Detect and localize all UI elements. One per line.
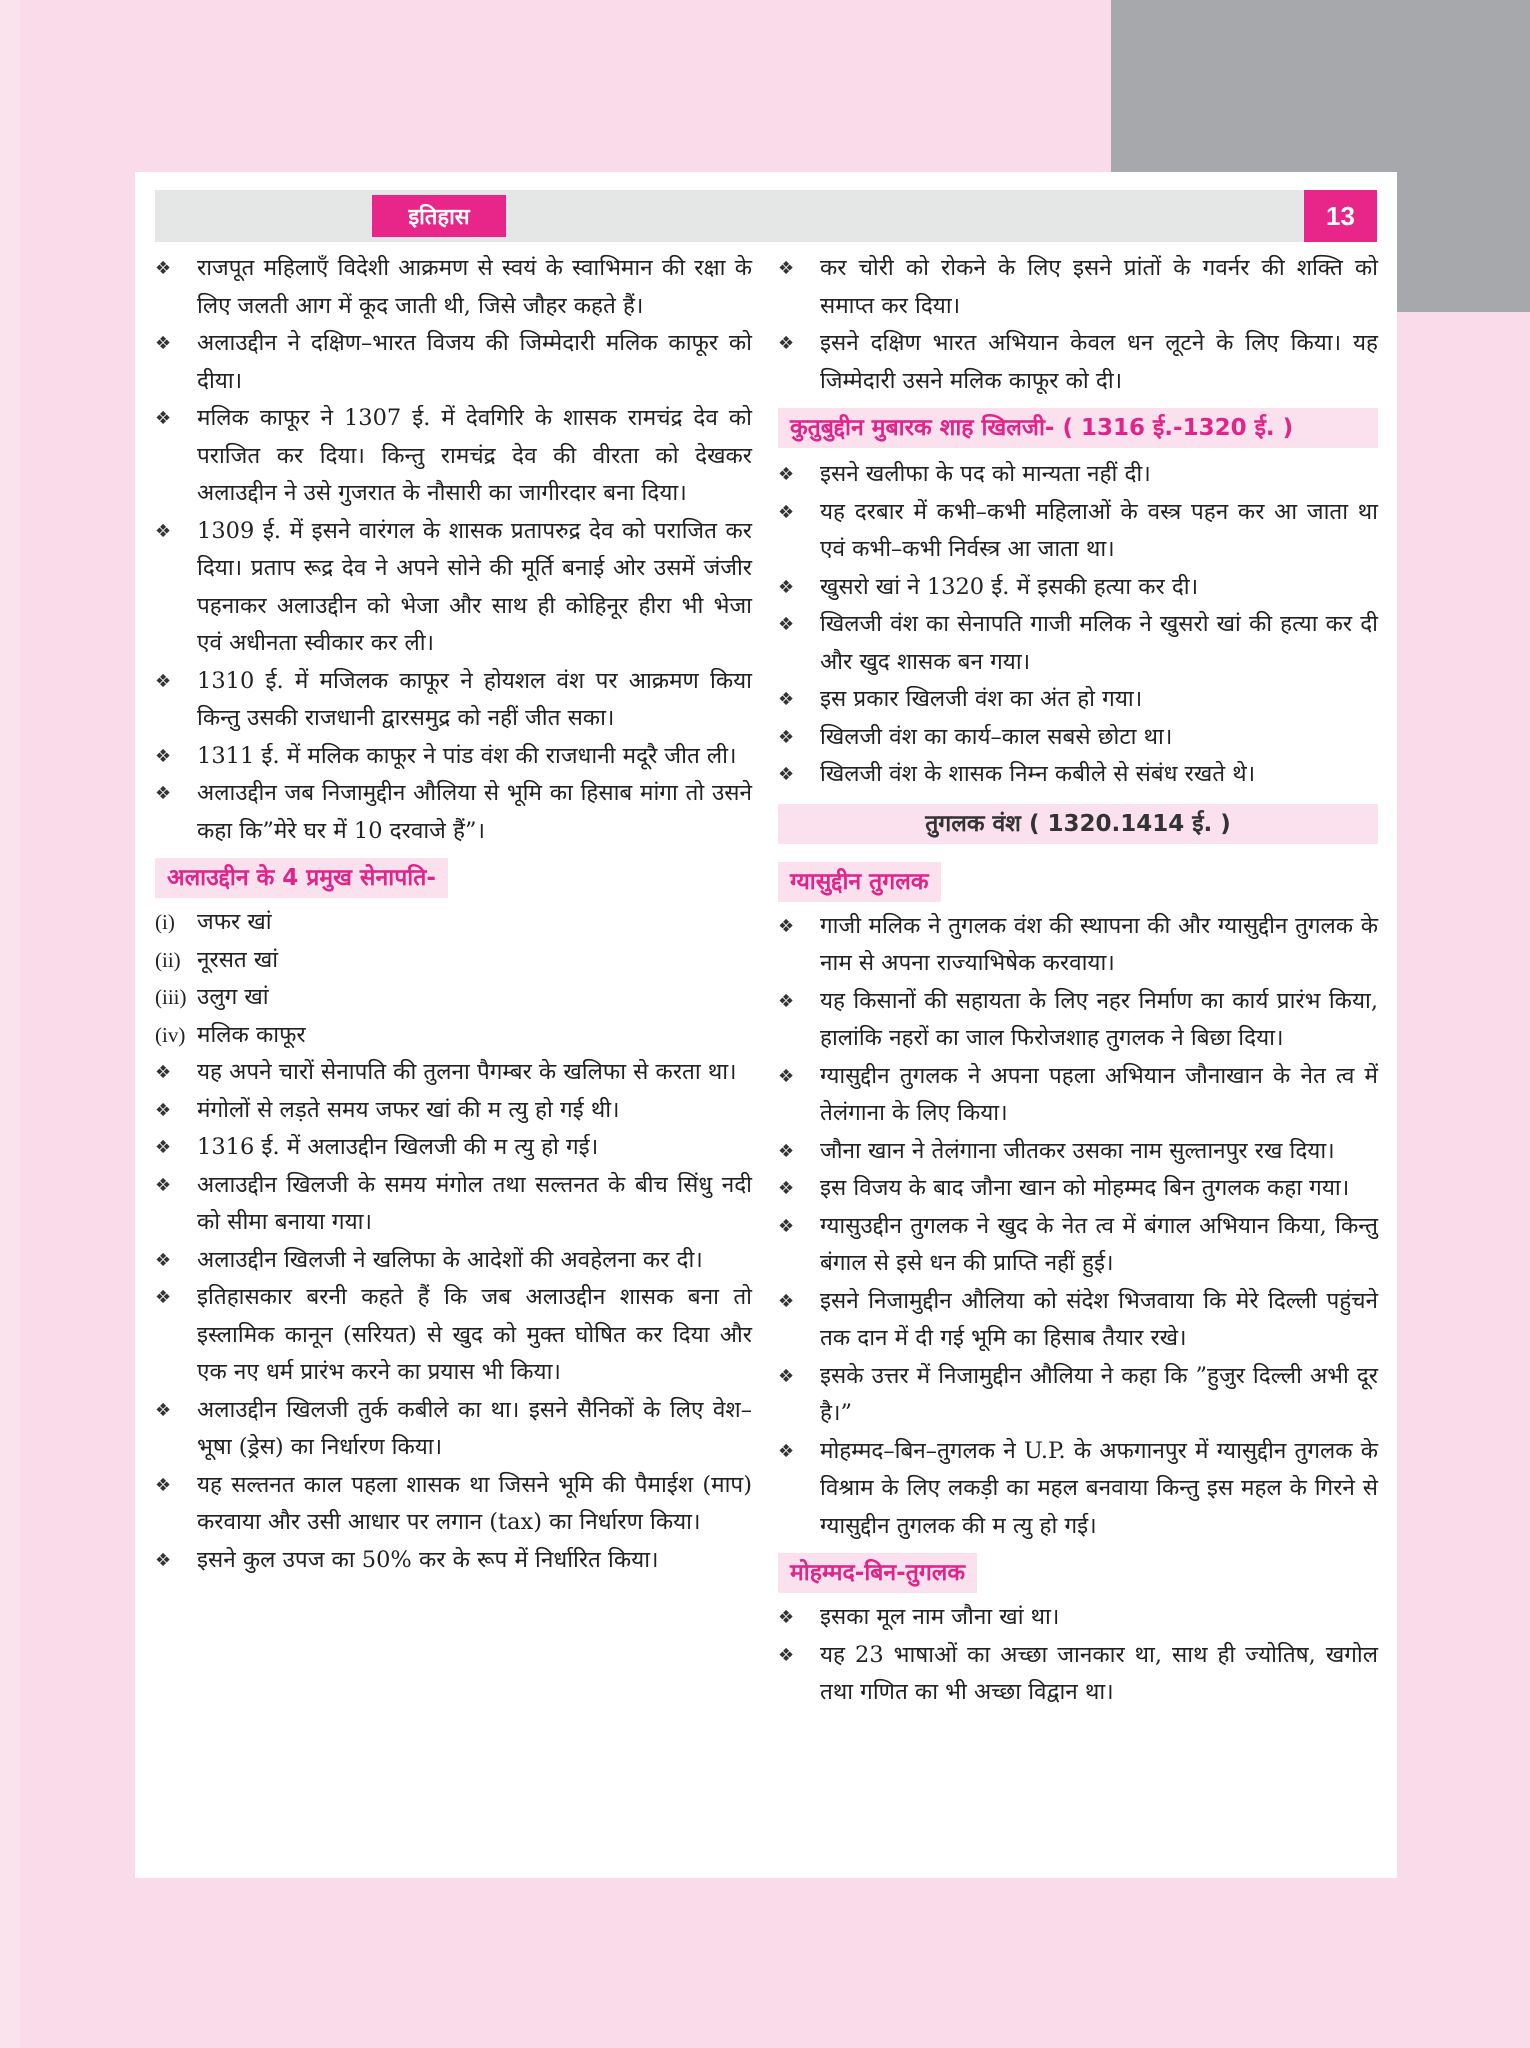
list-item — [155, 1129, 752, 1167]
list-item — [778, 1208, 1378, 1283]
list-item — [155, 1392, 752, 1467]
bullet-icon: ❖ — [778, 764, 795, 785]
bullet-icon: ❖ — [778, 464, 795, 485]
section-heading-ghiyasuddin: ग्यासुद्दीन तुगलक — [778, 862, 941, 902]
list-item — [155, 663, 752, 738]
list-item — [778, 250, 1378, 325]
list-item — [778, 1170, 1378, 1208]
bullet-icon: ❖ — [778, 915, 795, 937]
bullet-icon: ❖ — [778, 576, 795, 598]
bullet-icon: ❖ — [778, 990, 795, 1012]
list-item-text: खिलजी वंश के शासक निम्न कबीले से संबंध रखते थे। — [820, 761, 1256, 787]
list-item-text: ग्यासुउद्दीन तुगलक ने खुद के नेत त्व में बंगाल अभियान किया, किन्तु बंगाल से इसे धन की प्राप्ति नहीं हुई। — [820, 1212, 1378, 1276]
list-item-text: जौना खान ने तेलंगाना जीतकर उसका नाम सुल्तानपुर रख दिया। — [820, 1137, 1335, 1164]
numbered-item — [155, 942, 752, 980]
bullet-icon: ❖ — [155, 520, 172, 542]
bullet-icon: ❖ — [155, 1137, 172, 1158]
numbered-item — [155, 904, 752, 942]
bullet-icon: ❖ — [155, 1099, 172, 1121]
list-item-text: यह किसानों की सहायता के लिए नहर निर्माण का कार्य प्रारंभ किया, हालांकि नहरों का जाल फिरोजशाह तुगलक ने बिछा दिया। — [820, 987, 1378, 1051]
list-item-text: इसका मूल नाम जौना खां था। — [820, 1604, 1060, 1630]
list-item-text: 1309 ई. में इसने वारंगल के शासक प्रतापरुद्र देव को पराजित कर दिया। प्रताप रूद्र देव ने अपने सोने की मूर्ति बनाई ओर उसमें जंजीर पहनाकर अलाउद्दीन को भेजा और साथ ही कोहिनूर हीरा भी भेजा एवं अधीनता स्वीकार कर ली। — [197, 517, 752, 656]
bullet-icon: ❖ — [155, 333, 172, 354]
bullet-icon: ❖ — [155, 408, 172, 429]
list-item-text: खुसरो खां ने 1320 ई. में इसकी हत्या कर दी। — [820, 573, 1199, 600]
list-item-text: इसके उत्तर में निजामुद्दीन औलिया ने कहा कि ”हुजुर दिल्ली अभी दूर है।” — [820, 1362, 1378, 1426]
list-item-text: 1311 ई. में मलिक काफूर ने पांड वंश की राजधानी मदूरै जीत ली। — [197, 742, 737, 769]
bullet-icon: ❖ — [778, 1644, 795, 1666]
list-item-text: राजपूत महिलाएँ विदेशी आक्रमण से स्वयं के स्वाभिमान की रक्षा के लिए जलती आग में कूद जाती थी, जिसे जौहर कहते हैं। — [197, 255, 752, 319]
left-column — [155, 250, 752, 1579]
list-item — [778, 569, 1378, 607]
section-heading-generals: अलाउद्दीन के 4 प्रमुख सेनापति- — [155, 858, 448, 898]
bullet-icon: ❖ — [778, 258, 795, 279]
list-item — [155, 400, 752, 513]
bullet-icon: ❖ — [778, 1215, 795, 1237]
list-item-text: खिलजी वंश का कार्य–काल सबसे छोटा था। — [820, 723, 1173, 750]
bullet-icon: ❖ — [155, 258, 172, 279]
bullet-icon: ❖ — [778, 726, 795, 748]
list-item — [155, 1092, 752, 1130]
list-item — [778, 325, 1378, 400]
bullet-icon: ❖ — [778, 1607, 795, 1628]
list-item — [778, 1637, 1378, 1712]
item-text: उलुग खां — [197, 984, 269, 1010]
bullet-list — [778, 1599, 1378, 1712]
item-text: नूरसत खां — [197, 946, 279, 973]
list-item-text: अलाउद्दीन खिलजी के समय मंगोल तथा सल्तनत के बीच सिंधु नदी को सीमा बनाया गया। — [197, 1171, 752, 1235]
list-item — [155, 738, 752, 776]
list-item-text: इतिहासकार बरनी कहते हैं कि जब अलाउद्दीन शासक बना तो इस्लामिक कानून (सरियत) से खुद को मुक्त घोषित कर दिया और एक नए धर्म प्रारंभ करने का प्रयास भी किया। — [197, 1284, 752, 1385]
list-item-text: मोहम्मद–बिन–तुगलक ने U.P. के अफगानपुर में ग्यासुद्दीन तुगलक के विश्राम के लिए लकड़ी का महल बनवाया किन्तु इस महल के गिरने से ग्यासुद्दीन तुगलक की म त्यु हो गई। — [820, 1437, 1378, 1539]
list-item — [778, 983, 1378, 1058]
list-item — [778, 1433, 1378, 1546]
list-item — [155, 325, 752, 400]
bullet-icon: ❖ — [778, 1440, 795, 1462]
list-item — [778, 606, 1378, 681]
bullet-icon: ❖ — [778, 1178, 795, 1199]
right-column — [778, 250, 1378, 1712]
bullet-icon: ❖ — [778, 501, 795, 523]
list-item-text: यह अपने चारों सेनापति की तुलना पैगम्बर के खलिफा से करता था। — [197, 1059, 737, 1085]
bullet-list — [155, 250, 752, 850]
list-item — [778, 908, 1378, 983]
list-item — [155, 250, 752, 325]
list-item — [778, 681, 1378, 719]
bullet-list — [778, 456, 1378, 794]
list-item-text: अलाउद्दीन खिलजी ने खलिफा के आदेशों की अवहेलना कर दी। — [197, 1246, 703, 1273]
list-item — [778, 1058, 1378, 1133]
item-number: (iii) — [155, 985, 187, 1009]
bullet-icon: ❖ — [155, 1474, 172, 1496]
list-item-text: इसने दक्षिण भारत अभियान केवल धन लूटने के लिए किया। यह जिम्मेदारी उसने मलिक काफूर को दी। — [820, 330, 1378, 394]
list-item-text: गाजी मलिक ने तुगलक वंश की स्थापना की और ग्यासुद्दीन तुगलक के नाम से अपना राज्याभिषेक करवाया। — [820, 912, 1378, 976]
generals-list — [155, 904, 752, 1054]
list-item-text: इसने खलीफा के पद को मान्यता नहीं दी। — [820, 461, 1151, 487]
list-item — [778, 1599, 1378, 1637]
list-item — [155, 513, 752, 663]
list-item-text: मंगोलों से लड़ते समय जफर खां की म त्यु हो गई थी। — [197, 1096, 620, 1123]
list-item — [155, 1467, 752, 1542]
list-item-text: अलाउद्दीन जब निजामुद्दीन औलिया से भूमि का हिसाब मांगा तो उसने कहा कि”मेरे घर में 10 दरवाजे हैं”। — [197, 780, 752, 844]
bullet-icon: ❖ — [155, 745, 172, 767]
section-heading-tughlaq-dynasty: तुगलक वंश ( 1320.1414 ई. ) — [778, 804, 1378, 844]
bullet-list — [155, 1054, 752, 1579]
list-item — [778, 719, 1378, 757]
left-margin-strip — [0, 0, 20, 2048]
item-text: मलिक काफूर — [197, 1021, 306, 1048]
bullet-icon: ❖ — [155, 1549, 172, 1571]
bullet-icon: ❖ — [778, 1290, 795, 1312]
bullet-icon: ❖ — [155, 670, 172, 692]
list-item-text: इस प्रकार खिलजी वंश का अंत हो गया। — [820, 686, 1143, 712]
list-item-text: यह दरबार में कभी–कभी महिलाओं के वस्त्र पहन कर आ जाता था एवं कभी–कभी निर्वस्त्र आ जाता था। — [820, 498, 1378, 562]
list-item — [778, 1358, 1378, 1433]
bullet-icon: ❖ — [155, 1249, 172, 1271]
page-header — [155, 190, 1377, 242]
list-item — [778, 456, 1378, 494]
list-item — [155, 1242, 752, 1280]
list-item-text: मलिक काफूर ने 1307 ई. में देवगिरि के शासक रामचंद्र देव को पराजित कर दिया। किन्तु रामचंद्र देव की वीरता को देखकर अलाउद्दीन ने उसे गुजरात के नौसारी का जागीरदार बना दिया। — [197, 405, 752, 506]
list-item-text: ग्यासुद्दीन तुगलक ने अपना पहला अभियान जौनाखान के नेत त्व में तेलंगाना के लिए किया। — [820, 1062, 1378, 1126]
bullet-icon: ❖ — [155, 1287, 172, 1308]
list-item — [778, 756, 1378, 794]
item-text: जफर खां — [197, 909, 272, 935]
numbered-item — [155, 979, 752, 1017]
bullet-icon: ❖ — [778, 333, 795, 354]
item-number: (iv) — [155, 1022, 186, 1047]
bullet-list — [778, 250, 1378, 400]
bullet-icon: ❖ — [155, 783, 172, 804]
list-item — [155, 1054, 752, 1092]
list-item-text: इस विजय के बाद जौना खान को मोहम्मद बिन तुगलक कहा गया। — [820, 1175, 1350, 1201]
list-item — [155, 775, 752, 850]
list-item-text: यह 23 भाषाओं का अच्छा जानकार था, साथ ही ज्योतिष, खगोल तथा गणित का भी अच्छा विद्वान था। — [820, 1641, 1378, 1705]
list-item-text: 1310 ई. में मजिलक काफूर ने होयशल वंश पर आक्रमण किया किन्तु उसकी राजधानी द्वारसमुद्र को नहीं जीत सका। — [197, 667, 752, 731]
bullet-icon: ❖ — [155, 1399, 172, 1421]
list-item — [155, 1167, 752, 1242]
list-item — [155, 1279, 752, 1392]
bullet-icon: ❖ — [155, 1174, 172, 1196]
list-item-text: यह सल्तनत काल पहला शासक था जिसने भूमि की पैमाईश (माप) करवाया और उसी आधार पर लगान (tax) का निर्धारण किया। — [197, 1471, 752, 1535]
section-heading-qutbuddin: कुतुबुद्दीन मुबारक शाह खिलजी- ( 1316 ई.-1320 ई. ) — [778, 408, 1378, 448]
bullet-icon: ❖ — [778, 1365, 795, 1387]
list-item-text: अलाउद्दीन खिलजी तुर्क कबीले का था। इसने सैनिकों के लिए वेश–भूषा (ड्रेस) का निर्धारण किया। — [197, 1396, 752, 1460]
bullet-icon: ❖ — [778, 689, 795, 710]
bullet-icon: ❖ — [778, 1065, 795, 1087]
list-item-text: इसने निजामुद्दीन औलिया को संदेश भिजवाया कि मेरे दिल्ली पहुंचने तक दान में दी गई भूमि का हिसाब तैयार रखे। — [820, 1287, 1378, 1351]
list-item-text: इसने कुल उपज का 50% कर के रूप में निर्धारित किया। — [197, 1546, 659, 1573]
bullet-list — [778, 908, 1378, 1546]
list-item — [155, 1542, 752, 1580]
numbered-item — [155, 1017, 752, 1055]
subject-tag: इतिहास — [372, 195, 506, 237]
list-item — [778, 1133, 1378, 1171]
bullet-icon: ❖ — [778, 1140, 795, 1162]
list-item-text: खिलजी वंश का सेनापति गाजी मलिक ने खुसरो खां की हत्या कर दी और खुद शासक बन गया। — [820, 611, 1378, 675]
page — [135, 172, 1397, 1878]
list-item — [778, 494, 1378, 569]
section-heading-muhammad: मोहम्मद-बिन-तुगलक — [778, 1553, 977, 1593]
bullet-icon: ❖ — [778, 614, 795, 635]
list-item-text: अलाउद्दीन ने दक्षिण–भारत विजय की जिम्मेदारी मलिक काफूर को दीया। — [197, 330, 752, 394]
item-number: (i) — [155, 910, 175, 934]
list-item-text: कर चोरी को रोकने के लिए इसने प्रांतों के गवर्नर की शक्ति को समाप्त कर दिया। — [820, 255, 1378, 319]
list-item-text: 1316 ई. में अलाउद्दीन खिलजी की म त्यु हो गई। — [197, 1134, 599, 1160]
item-number: (ii) — [155, 947, 181, 972]
page-number: 13 — [1304, 190, 1377, 242]
bullet-icon: ❖ — [155, 1062, 172, 1083]
list-item — [778, 1283, 1378, 1358]
